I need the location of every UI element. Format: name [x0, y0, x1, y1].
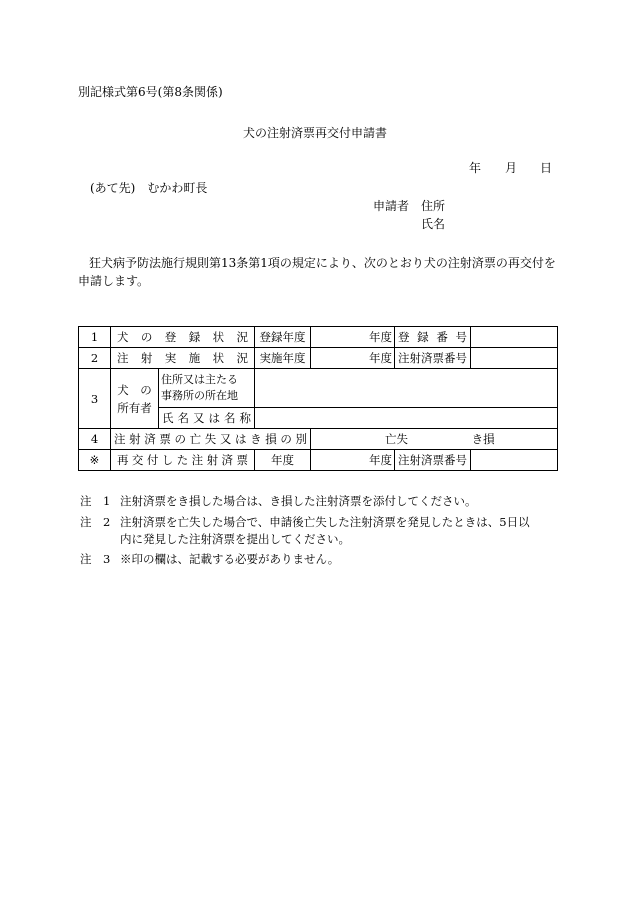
row-label: 注射実施状況 — [111, 348, 255, 369]
table-row — [79, 429, 558, 450]
tag-number-label: 注射済票番号 — [395, 348, 471, 369]
table-row — [79, 450, 558, 471]
note-3 — [80, 549, 339, 570]
row-number: ※ — [79, 450, 111, 471]
address-label: 住所 — [421, 199, 446, 213]
applicant-label: 申請者 — [373, 199, 410, 213]
damaged-option[interactable]: き損 — [471, 432, 495, 446]
table-row — [79, 348, 558, 369]
row-label: 注射済票の亡失又はき損の別 — [111, 429, 311, 450]
table-row — [79, 327, 558, 348]
date-year: 年 — [469, 161, 482, 175]
owner-name-label: 氏名又は名称 — [159, 408, 255, 429]
owner-address-label-line1: 住所又は主たる — [161, 373, 238, 386]
reissue-year-label: 年度 — [255, 450, 311, 471]
application-table — [78, 326, 558, 471]
note-number: 注 2 — [80, 515, 111, 529]
registration-number-label: 登録番号 — [395, 327, 471, 348]
vaccination-year-field[interactable]: 年度 — [311, 348, 395, 369]
row-number: 2 — [79, 348, 111, 369]
registration-year-field[interactable]: 年度 — [311, 327, 395, 348]
loss-or-damage-field[interactable] — [311, 429, 558, 450]
owner-address-label — [159, 369, 255, 408]
vaccination-year-label: 実施年度 — [255, 348, 311, 369]
body-text-line2: 申請します。 — [78, 274, 150, 288]
lost-option[interactable]: 亡失 — [385, 432, 408, 446]
document-title: 犬の注射済票再交付申請書 — [242, 126, 387, 140]
form-number: 別記様式第6号(第8条関係) — [78, 85, 223, 99]
note-number: 注 1 — [80, 494, 111, 508]
date-month: 月 — [505, 161, 518, 175]
reissue-tag-number-field[interactable] — [471, 450, 558, 471]
note-2-continuation: 内に発見した注射済票を提出してください。 — [120, 532, 350, 546]
owner-label-line1: 犬 の — [117, 382, 152, 397]
reissue-year-field[interactable]: 年度 — [311, 450, 395, 471]
registration-number-field[interactable] — [471, 327, 558, 348]
row-number: 1 — [79, 327, 111, 348]
note-1 — [80, 491, 477, 512]
row-number: 4 — [79, 429, 111, 450]
registration-year-label: 登録年度 — [255, 327, 311, 348]
tag-number-field[interactable] — [471, 348, 558, 369]
note-text: ※印の欄は、記載する必要がありません。 — [120, 552, 340, 566]
table-row — [79, 369, 558, 408]
note-number: 注 3 — [80, 552, 111, 566]
note-text: 注射済票をき損した場合は、き損した注射済票を添付してください。 — [120, 494, 477, 508]
date-day: 日 — [540, 161, 553, 175]
note-text: 注射済票を亡失した場合で、申請後亡失した注射済票を発見したときは、5日以 — [120, 515, 530, 529]
row-label: 再交付した注射済票 — [111, 450, 255, 471]
owner-label — [111, 369, 159, 429]
addressee: (あて先) むかわ町長 — [90, 181, 208, 195]
owner-name-field[interactable] — [255, 408, 558, 429]
owner-address-field[interactable] — [255, 369, 558, 408]
reissue-tag-number-label: 注射済票番号 — [395, 450, 471, 471]
row-label: 犬の登録状況 — [111, 327, 255, 348]
owner-label-line2: 所有者 — [117, 400, 152, 415]
name-label: 氏名 — [421, 217, 446, 231]
row-number: 3 — [79, 369, 111, 429]
body-text-line1: 狂犬病予防法施行規則第13条第1項の規定により、次のとおり犬の注射済票の再交付を — [89, 256, 556, 270]
owner-address-label-line2: 事務所の所在地 — [161, 389, 238, 402]
